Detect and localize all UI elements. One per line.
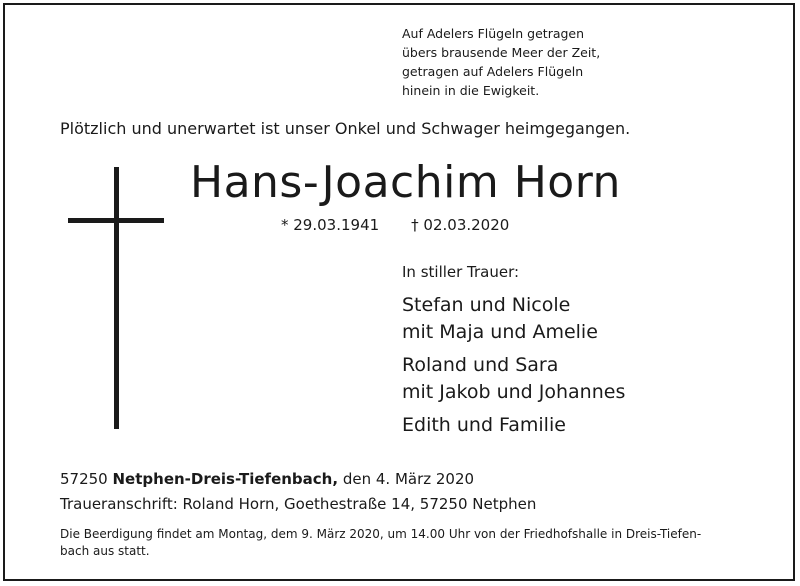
mourner-line: Edith und Familie	[402, 414, 566, 436]
funeral-line: bach aus statt.	[60, 544, 150, 558]
mourners-list	[402, 292, 625, 445]
mourner-group	[402, 412, 625, 439]
mourning-address: Traueranschrift: Roland Horn, Goethestraße 14, 57250 Netphen	[60, 495, 537, 513]
death-date: † 02.03.2020	[411, 216, 510, 234]
poem-line: Auf Adelers Flügeln getragen	[402, 26, 585, 41]
mourner-line: Roland und Sara	[402, 354, 559, 376]
poem-line: hinein in die Ewigkeit.	[402, 83, 540, 98]
funeral-line: Die Beerdigung findet am Montag, dem 9. März 2020, um 14.00 Uhr von der Friedhofshalle in Dreis-Tiefen-	[60, 527, 702, 541]
poem-line: übers brausende Meer der Zeit,	[402, 45, 601, 60]
notice-date: den 4. März 2020	[342, 470, 475, 488]
mourner-group	[402, 352, 625, 406]
mourning-label: In stiller Trauer:	[402, 263, 520, 281]
mourner-line: Stefan und Nicole	[402, 294, 571, 316]
mourner-line: mit Jakob und Johannes	[402, 381, 626, 403]
place-date-line	[60, 470, 474, 488]
poem-line: getragen auf Adelers Flügeln	[402, 64, 584, 79]
town: Netphen-Dreis-Tiefenbach,	[112, 470, 339, 488]
mourner-group	[402, 292, 625, 346]
life-dates	[281, 216, 509, 234]
cross-horizontal-bar	[68, 218, 164, 223]
funeral-info	[60, 526, 750, 560]
mourner-line: mit Maja und Amelie	[402, 321, 598, 343]
deceased-name: Hans-Joachim Horn	[190, 157, 621, 208]
birth-date: * 29.03.1941	[281, 216, 380, 234]
postcode: 57250	[60, 470, 108, 488]
poem	[402, 24, 600, 100]
intro-text: Plötzlich und unerwartet ist unser Onkel und Schwager heimgegangen.	[60, 119, 631, 138]
cross-vertical-bar	[114, 167, 119, 429]
